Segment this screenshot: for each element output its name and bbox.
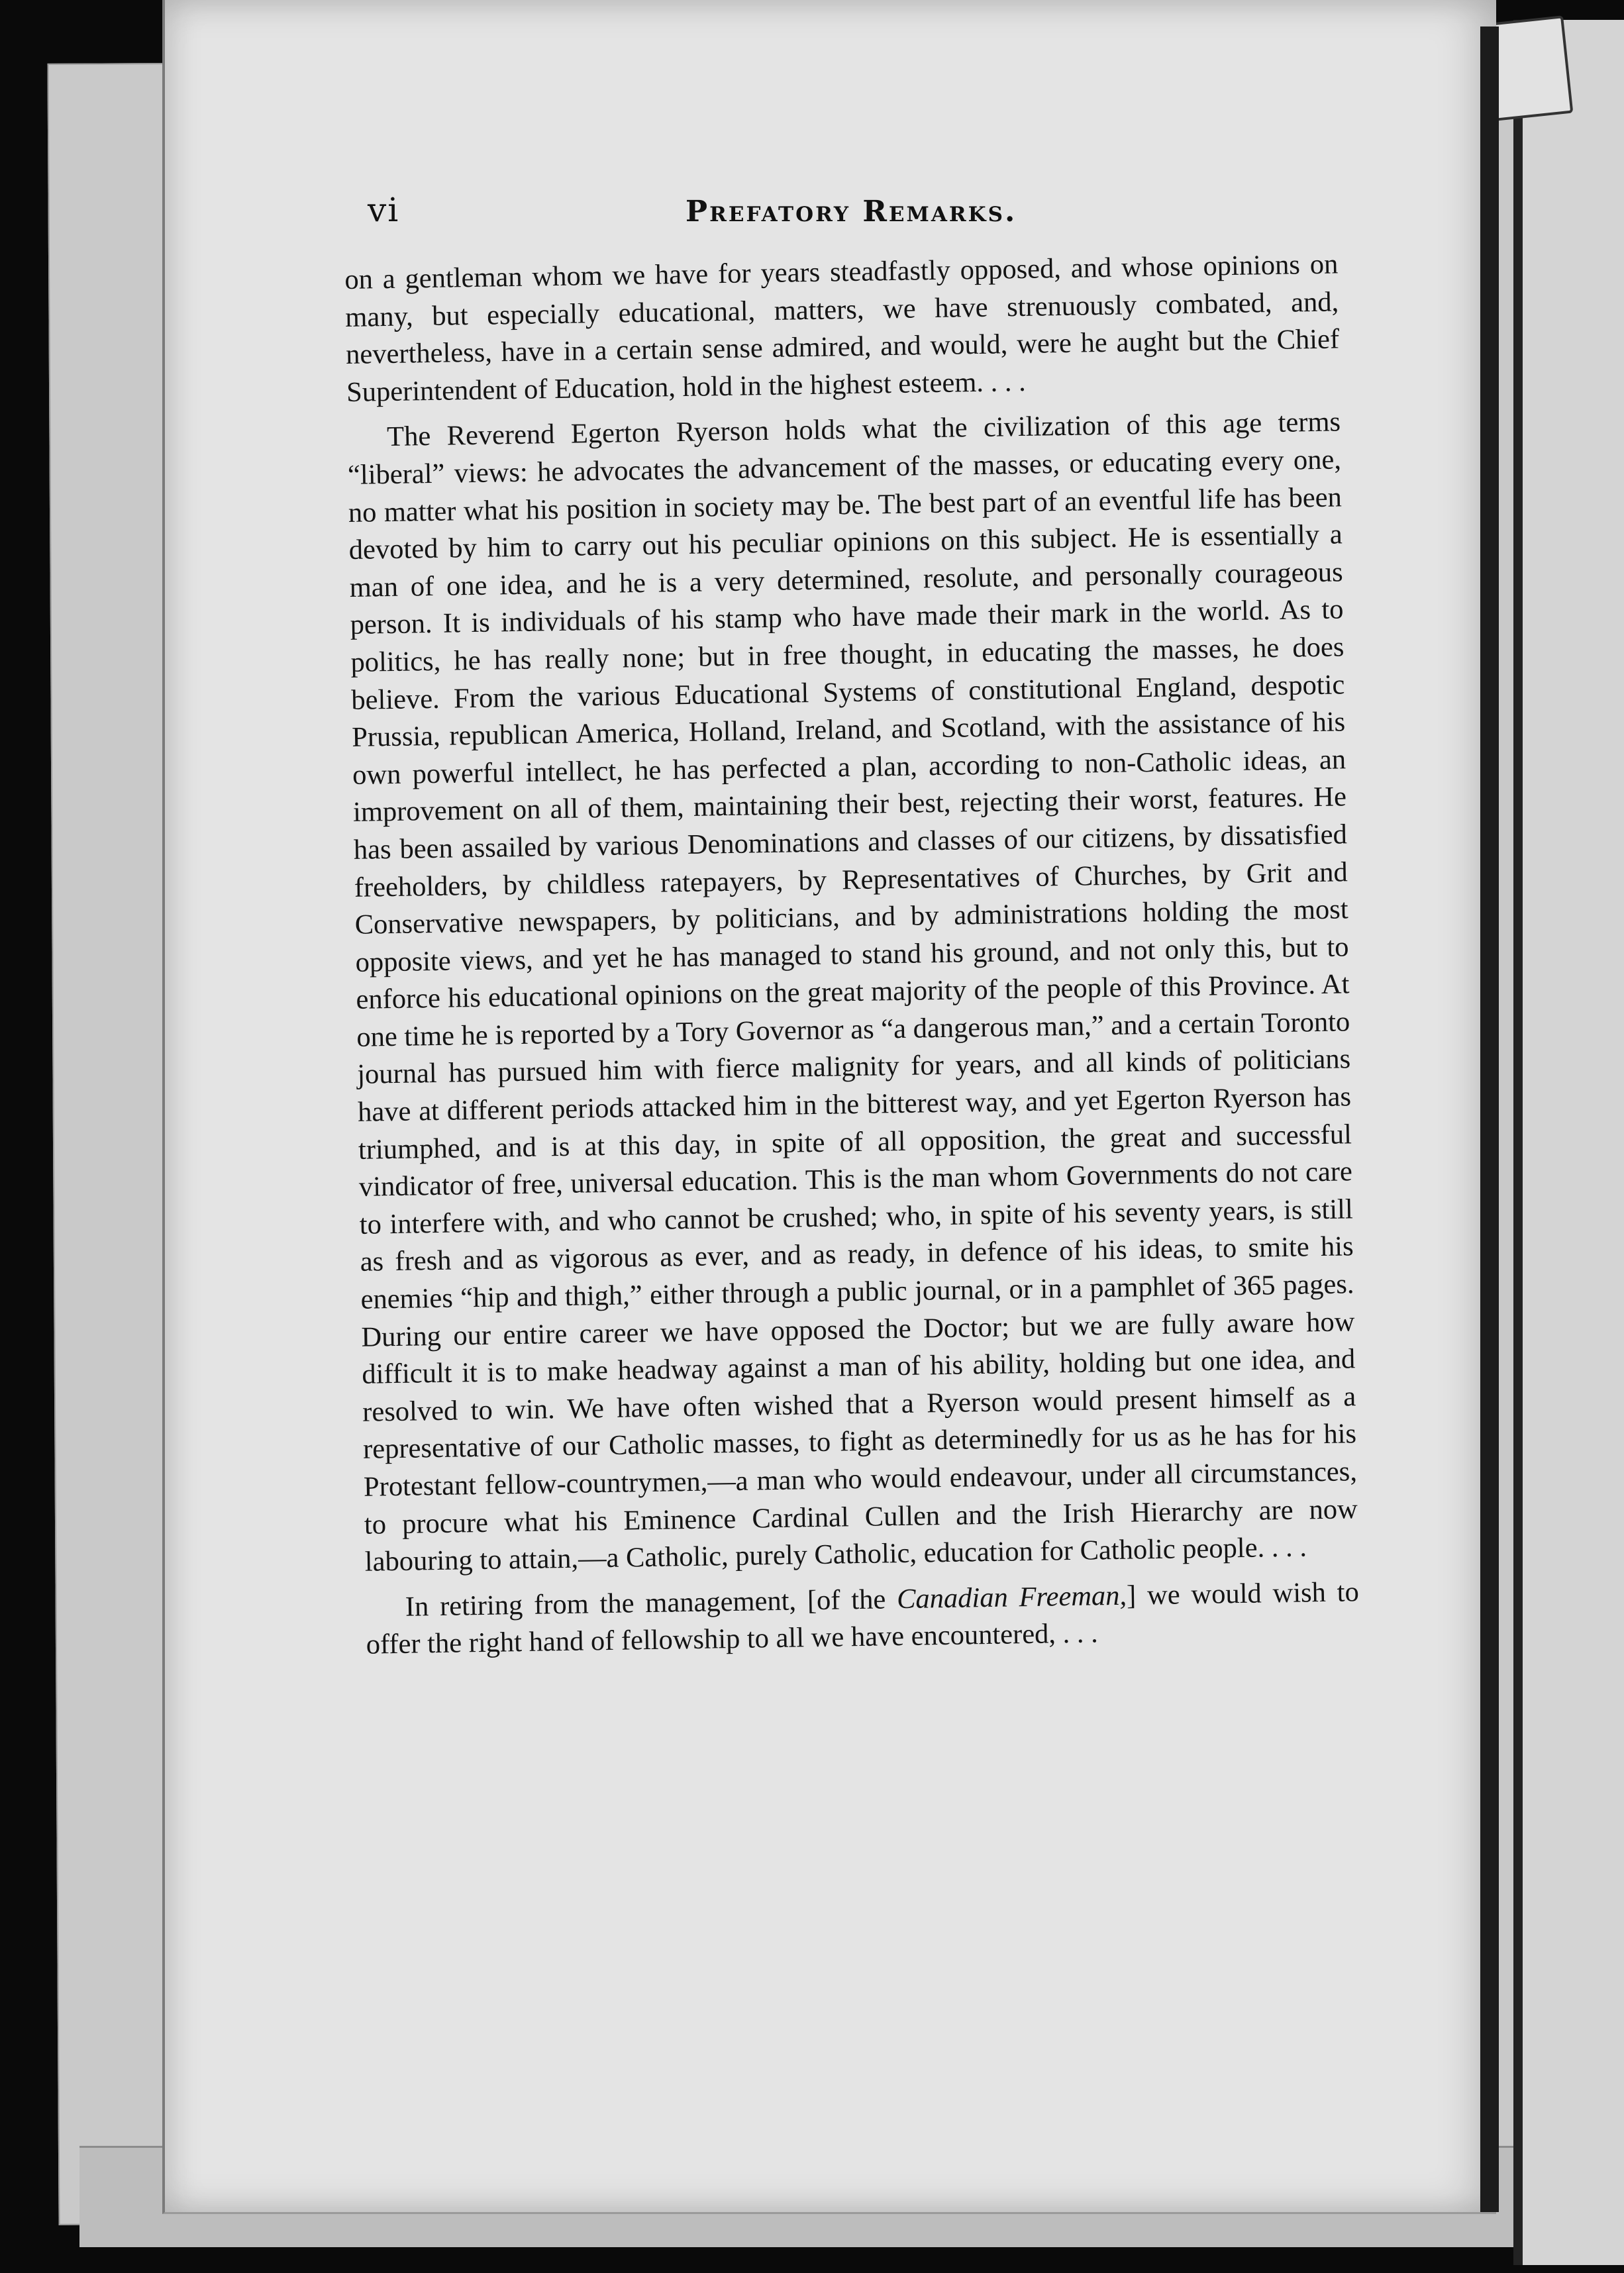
paragraph-3 [365,1574,1360,1664]
facing-page-edge [1513,20,1624,2265]
newspaper-title: Canadian Freeman, [896,1580,1127,1615]
paragraph-1: on a gentleman whom we have for years steadfastly opposed, and whose opinions on many, but especially educational, matters, we have strenuously combated, and, nevertheless, have in a certain sense admired, and would, were he aught but the Chief Superintendent of Education, hold in the highest esteem. . . . [344,248,1340,408]
paragraph-2: The Reverend Egerton Ryerson holds what the civilization of this age terms “liberal” views: he advocates the advancement of the masses, or educating every one, no matter what his position in society may be. The best part of an eventful life has been devoted by him to carry out his peculiar opinions on this subject. He is essentially a man of one idea, and he is a very determined, resolute, and personally courageous person. It is individuals of his stamp who have made their mark in the world. As to politics, he has really none; but in free thought, in educating the masses, he does believe. From the various Educational Systems of constitutional England, despotic Prussia, republican America, Holland, Ireland, and Scotland, with the assistance of his own powerful intellect, he has perfected a plan, according to non-Catholic ideas, an improvement on all of them, maintaining their best, rejecting their worst, features. He has been assailed by various Denominations and classes of our citizens, by dissatisfied freeholders, by childless ratepayers, by Representatives of Churches, by Grit and Conservative newspapers, by politicians, and by administrations holding the most opposite views, and yet he has managed to stand his ground, and not only this, but to enforce his educational opinions on the great majority of the people of this Province. At one time he is reported by a Tory Governor as “a dangerous man,” and a certain Toronto journal has pursued him with fierce malignity for years, and all kinds of politicians have at different periods attacked him in the bitterest way, and yet Egerton Ryerson has triumphed, and is at this day, in spite of all opposition, the great and successful vindicator of free, universal education. This is the man whom Governments do not care to interfere with, and who cannot be crushed; who, in spite of his seventy years, is still as fresh and as vigorous as ever, and as ready, in defence of his ideas, to smite his enemies “hip and thigh,” either through a public journal, or in a pamphlet of 365 pages. During our entire career we have opposed the Doctor; but we are fully aware how difficult it is to make headway against a man of his ability, holding but one idea, and resolved to win. We have often wished that a Ryerson would present himself as a representative of our Catholic masses, to fight as determinedly for us as he has for his Protestant fellow-countrymen,—a man who would endeavour, under all circumstances, to procure what his Eminence Cardinal Cullen and the Irish Hierarchy are now labouring to attain,—a Catholic, purely Catholic, education for Catholic people. . . . [347,406,1358,1578]
body-text [344,246,1360,1664]
running-head-title: Prefatory Remarks. [685,195,1017,228]
running-head [368,191,1401,244]
page-number: vi [368,191,400,229]
paragraph-3-end: ] we would wish to offer the right hand of fellowship to all we have encountered, . . . [366,1576,1360,1661]
page-gutter-shadow [1480,26,1499,2212]
paragraph-3-start: In retiring from the management, [of the [405,1583,897,1623]
